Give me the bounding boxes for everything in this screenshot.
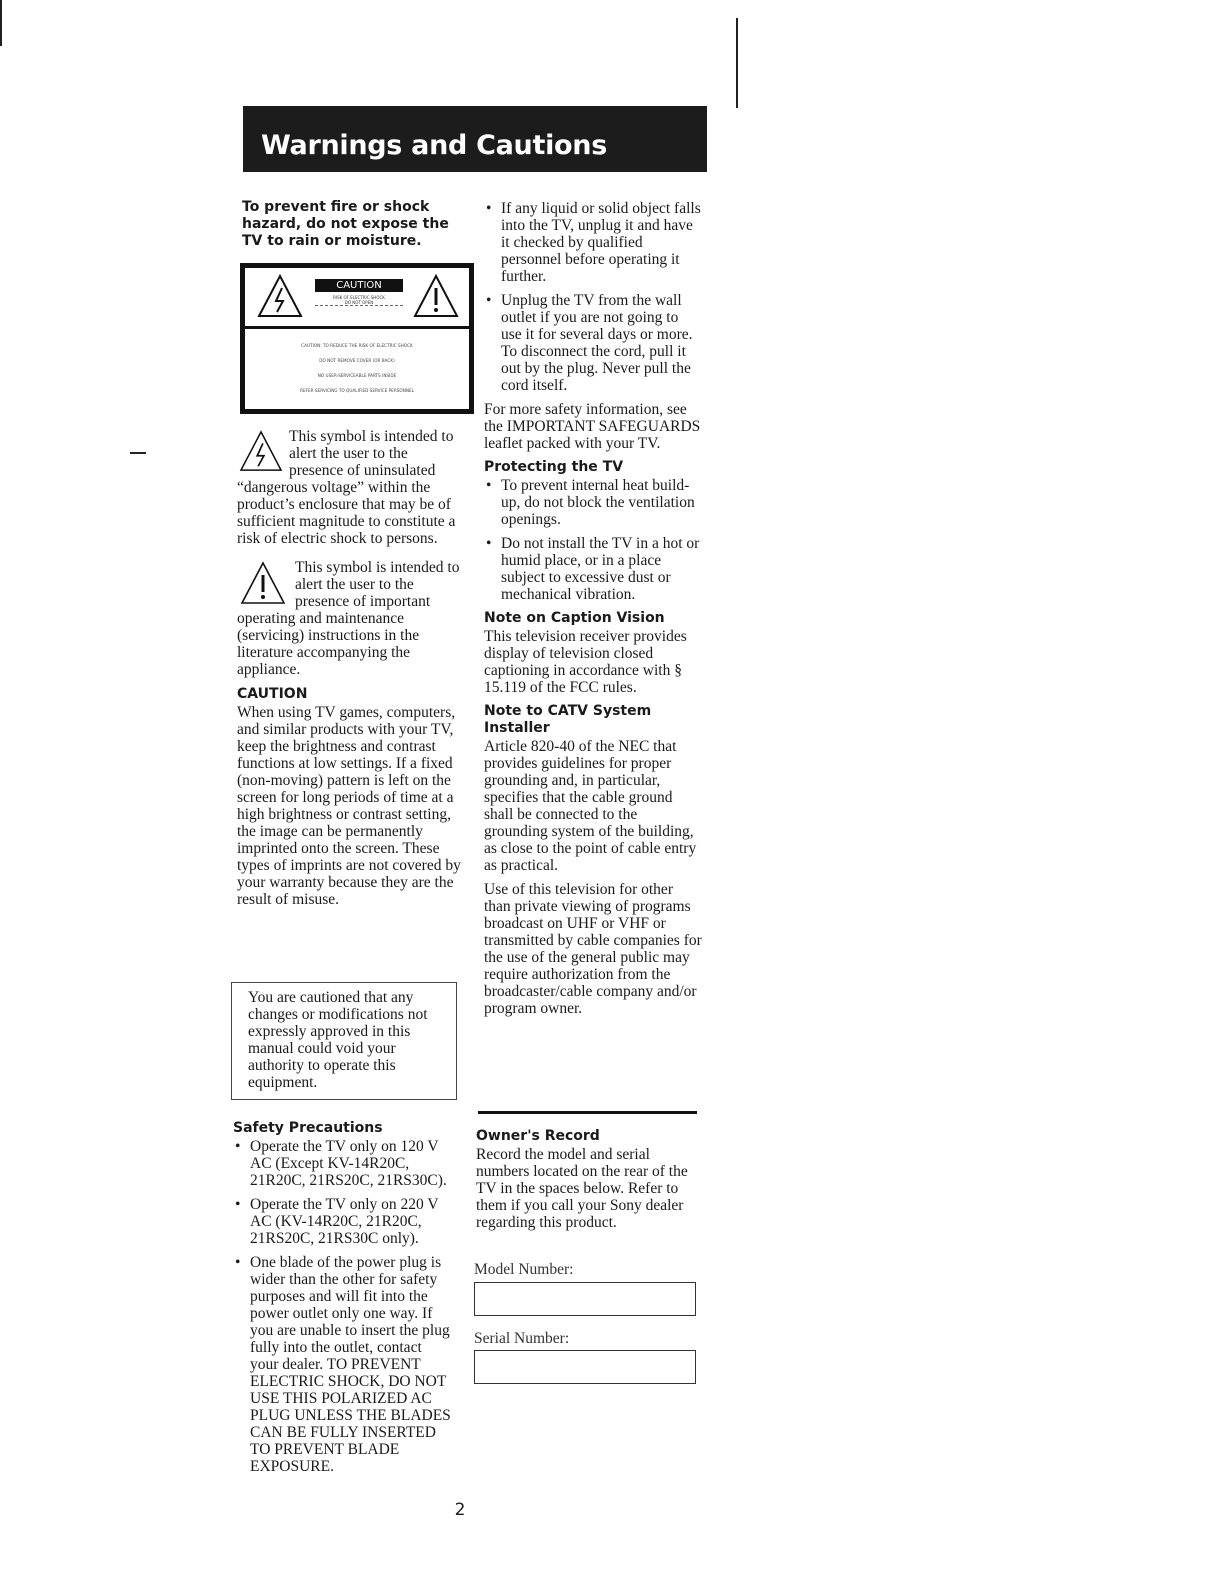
serial-number-field[interactable] xyxy=(474,1350,696,1384)
unplug-list xyxy=(484,200,702,394)
list-item: • One blade of the power plug is wider than the other for safety purposes and will fit into the power outlet only one way. If you are unable to insert the plug fully into the outlet, contact your dealer. TO PREVENT ELECTRIC SHOCK, DO NOT USE THIS POLARIZED AC PLUG UNLESS THE BLADES CAN BE FULLY INSERTED TO PREVENT BLADE EXPOSURE. xyxy=(233,1254,453,1475)
use-text: Use of this television for other than private viewing of programs broadcast on UHF or VHF or transmitted by cable companies for the use of the general public may require authorization from the broadcaster/cable company and/or program owner. xyxy=(484,881,702,1017)
catv-heading: Note to CATV System Installer xyxy=(484,703,652,736)
model-number-label: Model Number: xyxy=(474,1261,574,1278)
exclamation-warning-icon xyxy=(239,561,287,605)
safety-list xyxy=(233,1138,453,1475)
left-column-upper xyxy=(237,428,462,915)
caution-text: When using TV games, computers, and similar products with your TV, keep the brightness and contrast functions at low settings. If a fixed (non-moving) pattern is left on the screen for long periods of time at a high brightness or contrast setting, the image can be permanently imprinted onto the screen. These types of imprints are not covered by your warranty because they are the result of misuse. xyxy=(237,704,461,908)
exclaim-symbol-note xyxy=(237,559,462,678)
modification-note: You are cautioned that any changes or modifications not expressly approved in this manual could void your authority to operate this equipment. xyxy=(248,989,428,1091)
scan-edge-mark xyxy=(0,0,2,46)
voltage-symbol-note xyxy=(237,428,462,547)
safety-heading: Safety Precautions xyxy=(233,1120,383,1136)
more-info-text: For more safety information, see the IMPORTANT SAFEGUARDS leaflet packed with your TV. xyxy=(484,401,701,452)
safety-section xyxy=(233,1118,453,1482)
fire-shock-warning: To prevent fire or shock hazard, do not expose the TV to rain or moisture. xyxy=(242,199,449,249)
scan-edge-mark xyxy=(736,18,738,108)
owners-record xyxy=(476,1126,698,1238)
list-item: • If any liquid or solid object falls into the TV, unplug it and have it checked by qualified personnel before operating it further. xyxy=(484,200,702,285)
section-divider xyxy=(478,1111,697,1114)
list-item: • Operate the TV only on 120 V AC (Except KV-14R20C, 21R20C, 21RS20C, 21RS30C). xyxy=(233,1138,453,1189)
label-line: REFER SERVICING TO QUALIFIED SERVICE PERSONNEL xyxy=(300,388,414,393)
exclamation-warning-icon xyxy=(413,274,459,318)
page-number: 2 xyxy=(454,1500,466,1520)
label-line: DO NOT REMOVE COVER (OR BACK) xyxy=(319,358,395,363)
caution-heading: CAUTION xyxy=(237,686,308,702)
modification-note-box xyxy=(231,982,457,1100)
protecting-heading: Protecting the TV xyxy=(484,459,624,475)
serial-number-label: Serial Number: xyxy=(474,1330,570,1347)
label-line: NO USER-SERVICEABLE PARTS INSIDE xyxy=(317,373,397,378)
model-number-field[interactable] xyxy=(474,1282,696,1316)
right-column xyxy=(484,200,702,1024)
list-item: • Unplug the TV from the wall outlet if you are not going to use it for several days or more. To disconnect the cord, pull it out by the plug. Never pull the cord itself. xyxy=(484,292,702,394)
protecting-list xyxy=(484,477,702,603)
list-item: • To prevent internal heat build-up, do not block the ventilation openings. xyxy=(484,477,702,528)
owners-heading: Owner's Record xyxy=(476,1128,600,1144)
caution-label-top xyxy=(245,268,469,329)
caption-text: This television receiver provides display of television closed captioning in accordance with § 15.119 of the FCC rules. xyxy=(484,628,687,696)
list-item: • Do not install the TV in a hot or humid place, or in a place subject to excessive dust or mechanical vibration. xyxy=(484,535,702,603)
label-line: CAUTION: TO REDUCE THE RISK OF ELECTRIC SHOCK xyxy=(301,343,413,348)
voltage-symbol-text: This symbol is intended to alert the user to the presence of uninsulated “dangerous voltage” within the product’s enclosure that may be of sufficient magnitude to constitute a risk of electric shock to persons. xyxy=(237,428,456,547)
page-title: Warnings and Cautions xyxy=(243,106,707,172)
owners-text: Record the model and serial numbers located on the rear of the TV in the spaces below. Refer to them if you call your Sony dealer regarding this product. xyxy=(476,1146,688,1231)
catv-text: Article 820-40 of the NEC that provides guidelines for proper grounding and, in particular, specifies that the cable ground shall be connected to the grounding system of the building, as close to the point of cable entry as practical. xyxy=(484,738,697,874)
lightning-warning-icon xyxy=(239,430,283,472)
scan-dash-mark xyxy=(130,452,146,454)
tag-sub-line: RISK OF ELECTRIC SHOCK xyxy=(333,295,385,300)
list-item: • Operate the TV only on 220 V AC (KV-14R20C, 21R20C, 21RS20C, 21RS30C only). xyxy=(233,1196,453,1247)
lightning-warning-icon xyxy=(257,274,303,318)
caution-tag-sub xyxy=(315,295,403,306)
caution-tag: CAUTION xyxy=(315,279,403,292)
caption-heading: Note on Caption Vision xyxy=(484,610,665,626)
tag-sub-line: DO NOT OPEN xyxy=(344,300,374,305)
exclaim-symbol-text: This symbol is intended to alert the user to the presence of important operating and maintenance (servicing) instructions in the literature accompanying the appliance. xyxy=(237,559,460,678)
caution-label-lines xyxy=(253,338,461,398)
caution-label xyxy=(240,263,474,414)
